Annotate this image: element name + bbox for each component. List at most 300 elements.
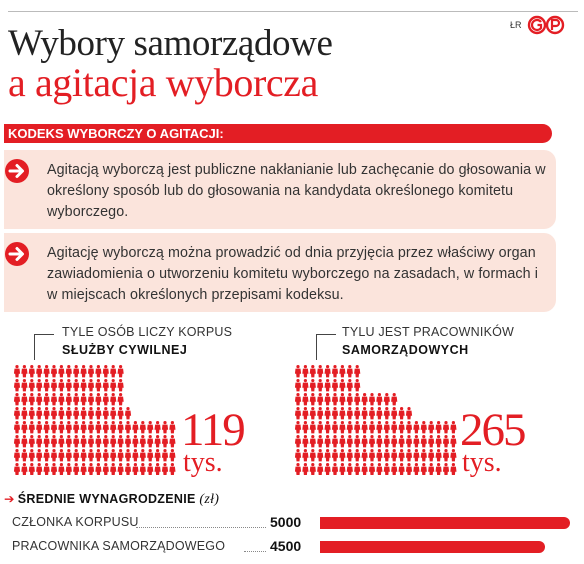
person-icon xyxy=(36,435,42,447)
people-pictogram-left xyxy=(14,365,184,475)
person-icon xyxy=(117,463,123,475)
person-icon xyxy=(66,407,72,419)
person-icon xyxy=(376,407,382,419)
person-icon xyxy=(428,435,434,447)
salary-row-value: 4500 xyxy=(270,538,302,554)
person-icon xyxy=(362,393,368,405)
person-icon xyxy=(73,393,79,405)
person-icon xyxy=(332,365,338,377)
person-icon xyxy=(110,449,116,461)
person-icon xyxy=(295,393,301,405)
person-icon xyxy=(14,449,20,461)
person-icon xyxy=(362,449,368,461)
person-icon xyxy=(73,421,79,433)
person-icon xyxy=(369,435,375,447)
person-icon xyxy=(140,449,146,461)
person-icon xyxy=(125,463,131,475)
person-icon xyxy=(362,421,368,433)
person-icon xyxy=(384,435,390,447)
person-icon xyxy=(110,463,116,475)
person-icon xyxy=(332,421,338,433)
person-icon xyxy=(80,449,86,461)
people-pictogram-right xyxy=(295,365,465,475)
person-icon xyxy=(310,407,316,419)
person-icon xyxy=(140,421,146,433)
person-icon xyxy=(406,463,412,475)
person-icon xyxy=(399,463,405,475)
person-icon xyxy=(317,421,323,433)
person-icon xyxy=(295,365,301,377)
person-icon xyxy=(421,421,427,433)
person-icon xyxy=(302,393,308,405)
gp-logo-icon xyxy=(527,15,567,35)
person-icon xyxy=(369,449,375,461)
info-item xyxy=(4,233,556,312)
person-icon xyxy=(58,463,64,475)
person-icon xyxy=(88,463,94,475)
person-icon xyxy=(58,379,64,391)
person-icon xyxy=(155,435,161,447)
person-icon xyxy=(147,435,153,447)
person-icon xyxy=(354,393,360,405)
person-icon xyxy=(132,435,138,447)
person-icon xyxy=(110,421,116,433)
person-icon xyxy=(66,365,72,377)
person-icon xyxy=(36,421,42,433)
salary-bar xyxy=(320,541,545,553)
person-icon xyxy=(450,421,456,433)
person-icon xyxy=(450,449,456,461)
person-icon xyxy=(88,393,94,405)
author-credit: ŁR xyxy=(510,20,522,30)
person-icon xyxy=(88,435,94,447)
person-icon xyxy=(125,421,131,433)
person-icon xyxy=(110,365,116,377)
person-icon xyxy=(339,421,345,433)
person-icon xyxy=(406,449,412,461)
person-icon xyxy=(421,435,427,447)
person-icon xyxy=(103,379,109,391)
person-icon xyxy=(369,407,375,419)
person-icon xyxy=(14,393,20,405)
person-icon xyxy=(347,463,353,475)
person-icon xyxy=(162,449,168,461)
person-icon xyxy=(80,435,86,447)
person-icon xyxy=(332,435,338,447)
person-icon xyxy=(88,365,94,377)
person-icon xyxy=(295,407,301,419)
person-icon xyxy=(29,421,35,433)
person-icon xyxy=(21,449,27,461)
person-icon xyxy=(51,421,57,433)
person-icon xyxy=(21,393,27,405)
person-icon xyxy=(36,407,42,419)
person-icon xyxy=(88,407,94,419)
person-icon xyxy=(66,463,72,475)
person-icon xyxy=(29,449,35,461)
person-icon xyxy=(88,379,94,391)
person-icon xyxy=(384,393,390,405)
person-icon xyxy=(147,421,153,433)
person-icon xyxy=(147,449,153,461)
salaries-title xyxy=(4,491,219,508)
person-icon xyxy=(325,379,331,391)
person-icon xyxy=(376,393,382,405)
callout-line-left xyxy=(34,334,54,360)
person-icon xyxy=(339,463,345,475)
person-icon xyxy=(117,365,123,377)
person-icon xyxy=(310,365,316,377)
person-icon xyxy=(58,407,64,419)
person-icon xyxy=(44,435,50,447)
stat-label-right-line2: SAMORZĄDOWYCH xyxy=(342,343,469,357)
person-icon xyxy=(14,365,20,377)
person-icon xyxy=(376,421,382,433)
person-icon xyxy=(302,449,308,461)
person-icon xyxy=(295,435,301,447)
person-icon xyxy=(140,435,146,447)
person-icon xyxy=(391,435,397,447)
person-icon xyxy=(14,407,20,419)
info-item-text: Agitacją wyborczą jest publiczne nakłanianie lub zachęcanie do głosowania w określony sposób lub do głosowania na kandydata określonego komitetu wyborczego. xyxy=(47,162,546,220)
person-icon xyxy=(29,463,35,475)
person-icon xyxy=(443,449,449,461)
person-icon xyxy=(339,435,345,447)
person-icon xyxy=(117,435,123,447)
person-icon xyxy=(29,393,35,405)
person-icon xyxy=(347,421,353,433)
person-icon xyxy=(347,393,353,405)
person-icon xyxy=(436,421,442,433)
person-icon xyxy=(310,393,316,405)
person-icon xyxy=(36,449,42,461)
person-icon xyxy=(14,435,20,447)
person-icon xyxy=(347,435,353,447)
person-icon xyxy=(51,365,57,377)
person-icon xyxy=(391,393,397,405)
person-icon xyxy=(80,379,86,391)
leader-dots xyxy=(244,551,266,552)
stat-label-right xyxy=(342,325,514,358)
stat-label-right-line1: TYLU JEST PRACOWNIKÓW xyxy=(342,325,515,339)
person-icon xyxy=(21,407,27,419)
person-icon xyxy=(95,421,101,433)
person-icon xyxy=(51,393,57,405)
person-icon xyxy=(44,365,50,377)
info-item xyxy=(4,150,556,229)
person-icon xyxy=(95,449,101,461)
person-icon xyxy=(51,435,57,447)
person-icon xyxy=(73,379,79,391)
person-icon xyxy=(302,421,308,433)
section-heading-bar xyxy=(4,124,552,143)
stat-unit-left: tys. xyxy=(183,447,223,478)
person-icon xyxy=(110,435,116,447)
person-icon xyxy=(354,421,360,433)
person-icon xyxy=(317,407,323,419)
person-icon xyxy=(295,463,301,475)
person-icon xyxy=(103,407,109,419)
person-icon xyxy=(376,435,382,447)
person-icon xyxy=(317,435,323,447)
person-icon xyxy=(117,379,123,391)
person-icon xyxy=(399,435,405,447)
person-icon xyxy=(132,449,138,461)
person-icon xyxy=(317,365,323,377)
person-icon xyxy=(354,435,360,447)
person-icon xyxy=(73,449,79,461)
person-icon xyxy=(384,449,390,461)
title-line-2: a agitacja wyborcza xyxy=(8,60,318,105)
stat-unit-right: tys. xyxy=(462,447,502,478)
person-icon xyxy=(339,379,345,391)
person-icon xyxy=(169,435,175,447)
person-icon xyxy=(80,421,86,433)
person-icon xyxy=(169,421,175,433)
salaries-title-text: ŚREDNIE WYNAGRODZENIE xyxy=(17,492,196,506)
person-icon xyxy=(325,421,331,433)
person-icon xyxy=(125,407,131,419)
person-icon xyxy=(384,407,390,419)
person-icon xyxy=(103,449,109,461)
person-icon xyxy=(413,463,419,475)
person-icon xyxy=(117,407,123,419)
person-icon xyxy=(36,379,42,391)
person-icon xyxy=(362,435,368,447)
person-icon xyxy=(310,463,316,475)
person-icon xyxy=(443,421,449,433)
person-icon xyxy=(66,393,72,405)
arrow-right-circle-icon xyxy=(4,158,30,184)
person-icon xyxy=(36,393,42,405)
person-icon xyxy=(354,449,360,461)
person-icon xyxy=(80,463,86,475)
person-icon xyxy=(436,435,442,447)
person-icon xyxy=(125,435,131,447)
person-icon xyxy=(162,435,168,447)
leader-dots xyxy=(136,527,266,528)
person-icon xyxy=(421,449,427,461)
person-icon xyxy=(44,393,50,405)
person-icon xyxy=(162,421,168,433)
person-icon xyxy=(354,365,360,377)
person-icon xyxy=(58,421,64,433)
salary-row-value: 5000 xyxy=(270,514,302,530)
person-icon xyxy=(95,365,101,377)
person-icon xyxy=(339,407,345,419)
person-icon xyxy=(399,407,405,419)
stat-label-left-line1: TYLE OSÓB LICZY KORPUS xyxy=(62,325,233,339)
person-icon xyxy=(347,449,353,461)
person-icon xyxy=(302,379,308,391)
person-icon xyxy=(21,421,27,433)
info-item-text: Agitację wyborczą można prowadzić od dnia przyjęcia przez właściwy organ zawiadomienia o utworzeniu komitetu wyborczego na zasadach, w formach i w miejscach określonych przepisami kodeksu. xyxy=(47,245,539,303)
person-icon xyxy=(88,421,94,433)
person-icon xyxy=(58,449,64,461)
person-icon xyxy=(436,449,442,461)
person-icon xyxy=(95,407,101,419)
person-icon xyxy=(110,393,116,405)
person-icon xyxy=(354,407,360,419)
salary-row xyxy=(12,514,578,532)
person-icon xyxy=(436,463,442,475)
person-icon xyxy=(29,407,35,419)
salary-row xyxy=(12,538,578,556)
person-icon xyxy=(155,421,161,433)
person-icon xyxy=(450,435,456,447)
person-icon xyxy=(51,449,57,461)
callout-line-right xyxy=(316,334,336,360)
person-icon xyxy=(73,407,79,419)
stat-label-left xyxy=(62,325,232,358)
salary-row-label: PRACOWNIKA SAMORZĄDOWEGO xyxy=(12,539,226,553)
person-icon xyxy=(58,365,64,377)
person-icon xyxy=(125,449,131,461)
person-icon xyxy=(155,449,161,461)
person-icon xyxy=(21,435,27,447)
person-icon xyxy=(103,365,109,377)
person-icon xyxy=(310,421,316,433)
person-icon xyxy=(325,365,331,377)
person-icon xyxy=(132,463,138,475)
person-icon xyxy=(140,463,146,475)
person-icon xyxy=(117,393,123,405)
person-icon xyxy=(302,463,308,475)
stat-label-left-line2: SŁUŻBY CYWILNEJ xyxy=(62,343,188,357)
person-icon xyxy=(339,449,345,461)
person-icon xyxy=(44,449,50,461)
person-icon xyxy=(406,421,412,433)
person-icon xyxy=(317,449,323,461)
person-icon xyxy=(44,421,50,433)
person-icon xyxy=(21,379,27,391)
person-icon xyxy=(66,449,72,461)
person-icon xyxy=(413,449,419,461)
person-icon xyxy=(391,463,397,475)
person-icon xyxy=(325,435,331,447)
person-icon xyxy=(376,463,382,475)
person-icon xyxy=(66,379,72,391)
person-icon xyxy=(80,365,86,377)
person-icon xyxy=(88,449,94,461)
person-icon xyxy=(339,365,345,377)
section-heading: KODEKS WYBORCZY O AGITACJI: xyxy=(8,126,224,141)
person-icon xyxy=(147,463,153,475)
person-icon xyxy=(354,379,360,391)
person-icon xyxy=(428,449,434,461)
person-icon xyxy=(317,379,323,391)
person-icon xyxy=(406,407,412,419)
person-icon xyxy=(325,407,331,419)
person-icon xyxy=(14,463,20,475)
person-icon xyxy=(95,463,101,475)
person-icon xyxy=(443,435,449,447)
person-icon xyxy=(310,379,316,391)
person-icon xyxy=(51,407,57,419)
person-icon xyxy=(66,435,72,447)
person-icon xyxy=(295,379,301,391)
person-icon xyxy=(95,379,101,391)
person-icon xyxy=(421,463,427,475)
person-icon xyxy=(169,463,175,475)
person-icon xyxy=(332,379,338,391)
stat-number-right: 265 xyxy=(460,404,525,456)
person-icon xyxy=(384,421,390,433)
person-icon xyxy=(302,365,308,377)
person-icon xyxy=(58,435,64,447)
top-rule xyxy=(8,11,578,12)
person-icon xyxy=(347,379,353,391)
arrow-right-icon: ➔ xyxy=(4,492,15,506)
person-icon xyxy=(29,379,35,391)
person-icon xyxy=(95,393,101,405)
person-icon xyxy=(362,463,368,475)
person-icon xyxy=(428,421,434,433)
person-icon xyxy=(310,449,316,461)
person-icon xyxy=(406,435,412,447)
salary-row-label: CZŁONKA KORPUSU xyxy=(12,515,139,529)
person-icon xyxy=(117,421,123,433)
person-icon xyxy=(310,435,316,447)
person-icon xyxy=(110,379,116,391)
person-icon xyxy=(103,393,109,405)
person-icon xyxy=(66,421,72,433)
person-icon xyxy=(332,393,338,405)
person-icon xyxy=(450,463,456,475)
person-icon xyxy=(302,407,308,419)
person-icon xyxy=(317,393,323,405)
person-icon xyxy=(325,463,331,475)
person-icon xyxy=(325,449,331,461)
title-line-1: Wybory samorządowe xyxy=(8,23,333,64)
person-icon xyxy=(21,365,27,377)
person-icon xyxy=(325,393,331,405)
person-icon xyxy=(295,449,301,461)
person-icon xyxy=(369,421,375,433)
person-icon xyxy=(73,463,79,475)
person-icon xyxy=(413,435,419,447)
salary-bar xyxy=(320,517,570,529)
person-icon xyxy=(44,463,50,475)
person-icon xyxy=(58,393,64,405)
person-icon xyxy=(103,421,109,433)
person-icon xyxy=(80,393,86,405)
person-icon xyxy=(51,379,57,391)
person-icon xyxy=(384,463,390,475)
person-icon xyxy=(14,421,20,433)
person-icon xyxy=(332,449,338,461)
person-icon xyxy=(44,379,50,391)
person-icon xyxy=(162,463,168,475)
person-icon xyxy=(95,435,101,447)
person-icon xyxy=(21,463,27,475)
person-icon xyxy=(132,421,138,433)
stat-number-left: 119 xyxy=(181,404,244,456)
person-icon xyxy=(110,407,116,419)
person-icon xyxy=(391,407,397,419)
person-icon xyxy=(399,421,405,433)
person-icon xyxy=(347,365,353,377)
person-icon xyxy=(73,365,79,377)
person-icon xyxy=(317,463,323,475)
person-icon xyxy=(302,435,308,447)
person-icon xyxy=(428,463,434,475)
person-icon xyxy=(295,421,301,433)
person-icon xyxy=(332,463,338,475)
person-icon xyxy=(117,449,123,461)
person-icon xyxy=(73,435,79,447)
person-icon xyxy=(80,407,86,419)
